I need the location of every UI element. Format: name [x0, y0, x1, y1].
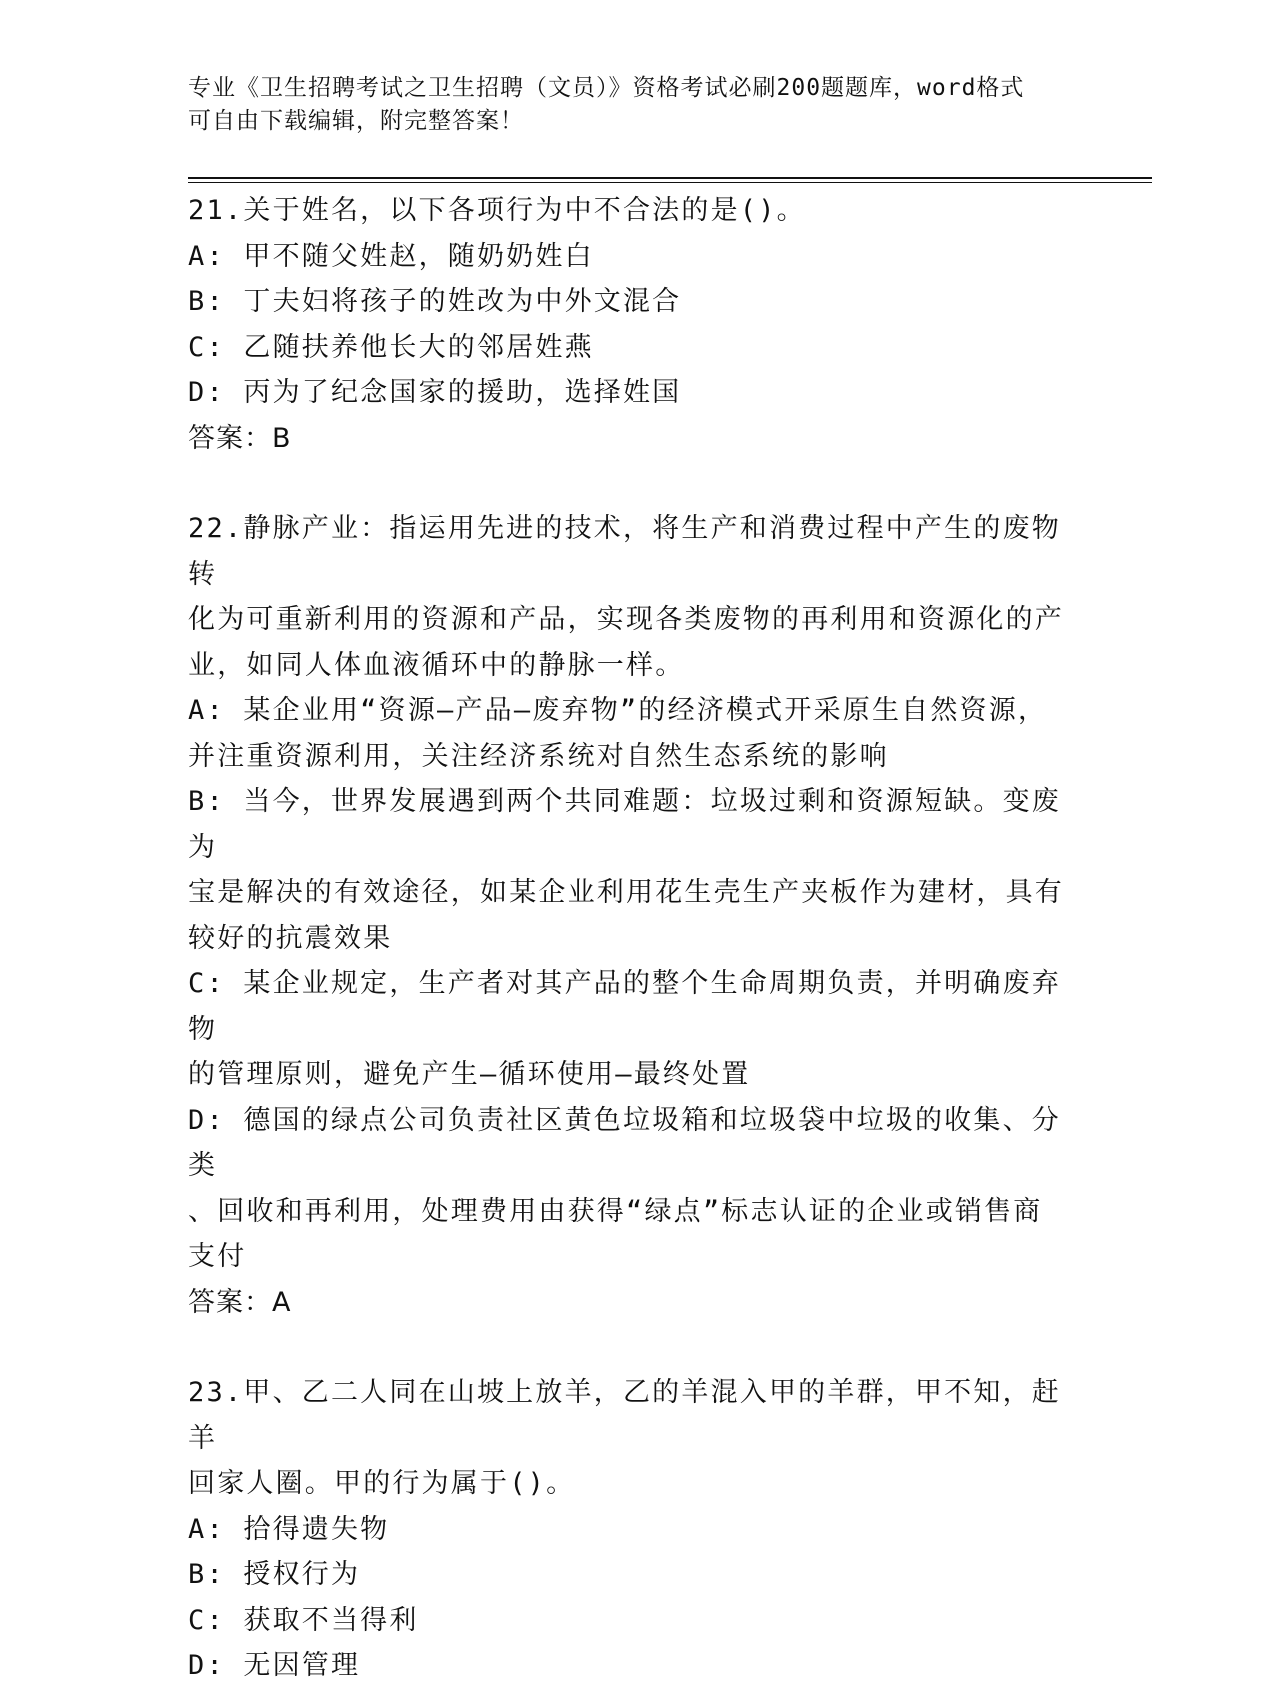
header-line-2: 可自由下载编辑，附完整答案！ — [188, 108, 524, 134]
option-c — [188, 1598, 1068, 1644]
question-stem-line: 回家人圈。甲的行为属于()。 — [188, 1468, 576, 1499]
option-line: D: 丙为了纪念国家的援助，选择姓国 — [188, 377, 682, 408]
option-line: 、回收和再利用，处理费用由获得“绿点”标志认证的企业或销售商 — [188, 1195, 1043, 1227]
header-line-1: 专业《卫生招聘考试之卫生招聘（文员）》资格考试必刷200题题库，word格式 — [188, 75, 1025, 101]
option-line: B: 授权行为 — [188, 1559, 361, 1590]
question-stem-line: 23.甲、乙二人同在山坡上放羊，乙的羊混入甲的羊群，甲不知，赶羊 — [188, 1377, 1061, 1454]
option-line: C: 某企业规定，生产者对其产品的整个生命周期负责，并明确废弃物 — [188, 968, 1061, 1045]
option-line: D: 无因管理 — [188, 1650, 361, 1681]
option-line: A: 拾得遗失物 — [188, 1513, 390, 1545]
option-line: B: 丁夫妇将孩子的姓改为中外文混合 — [188, 286, 682, 317]
option-line: 宝是解决的有效途径，如某企业利用花生壳生产夹板作为建材，具有 — [188, 877, 1064, 908]
question-stem-line: 22.静脉产业：指运用先进的技术，将生产和消费过程中产生的废物转 — [188, 513, 1061, 590]
question-block — [188, 506, 1068, 1325]
header-divider-thin — [188, 182, 1152, 183]
option-line: 并注重资源利用，关注经济系统对自然生态系统的影响 — [188, 740, 889, 772]
header-divider-thick — [188, 177, 1152, 179]
question-stem-line: 化为可重新利用的资源和产品，实现各类废物的再利用和资源化的产 — [188, 604, 1064, 635]
option-b — [188, 279, 1068, 325]
question-stem-line: 业，如同人体血液循环中的静脉一样。 — [188, 649, 685, 681]
option-line: B: 当今，世界发展遇到两个共同难题：垃圾过剩和资源短缺。变废为 — [188, 786, 1061, 863]
option-line: C: 获取不当得利 — [188, 1604, 419, 1636]
option-line: 较好的抗震效果 — [188, 922, 393, 954]
option-line: A: 某企业用“资源—产品—废弃物”的经济模式开采原生自然资源， — [188, 695, 1048, 726]
option-a — [188, 1507, 1068, 1553]
option-line: 的管理原则，避免产生—循环使用—最终处置 — [188, 1059, 751, 1090]
option-line: 支付 — [188, 1241, 247, 1272]
option-d — [188, 370, 1068, 416]
answer-label: 答案：A — [188, 1286, 292, 1318]
option-a — [188, 688, 1068, 779]
option-line: C: 乙随扶养他长大的邻居姓燕 — [188, 331, 594, 363]
option-d — [188, 1098, 1068, 1280]
question-list — [188, 188, 1068, 1689]
option-line: D: 德国的绿点公司负责社区黄色垃圾箱和垃圾袋中垃圾的收集、分类 — [188, 1104, 1061, 1181]
question-block — [188, 188, 1068, 461]
option-c — [188, 961, 1068, 1098]
option-b — [188, 1552, 1068, 1598]
option-a — [188, 234, 1068, 280]
option-line: A: 甲不随父姓赵，随奶奶姓白 — [188, 240, 594, 272]
option-b — [188, 779, 1068, 961]
answer-label: 答案：B — [188, 422, 292, 454]
question-block — [188, 1370, 1068, 1689]
option-c — [188, 325, 1068, 371]
document-header — [188, 72, 1068, 138]
question-stem-line: 21.关于姓名，以下各项行为中不合法的是()。 — [188, 195, 806, 226]
